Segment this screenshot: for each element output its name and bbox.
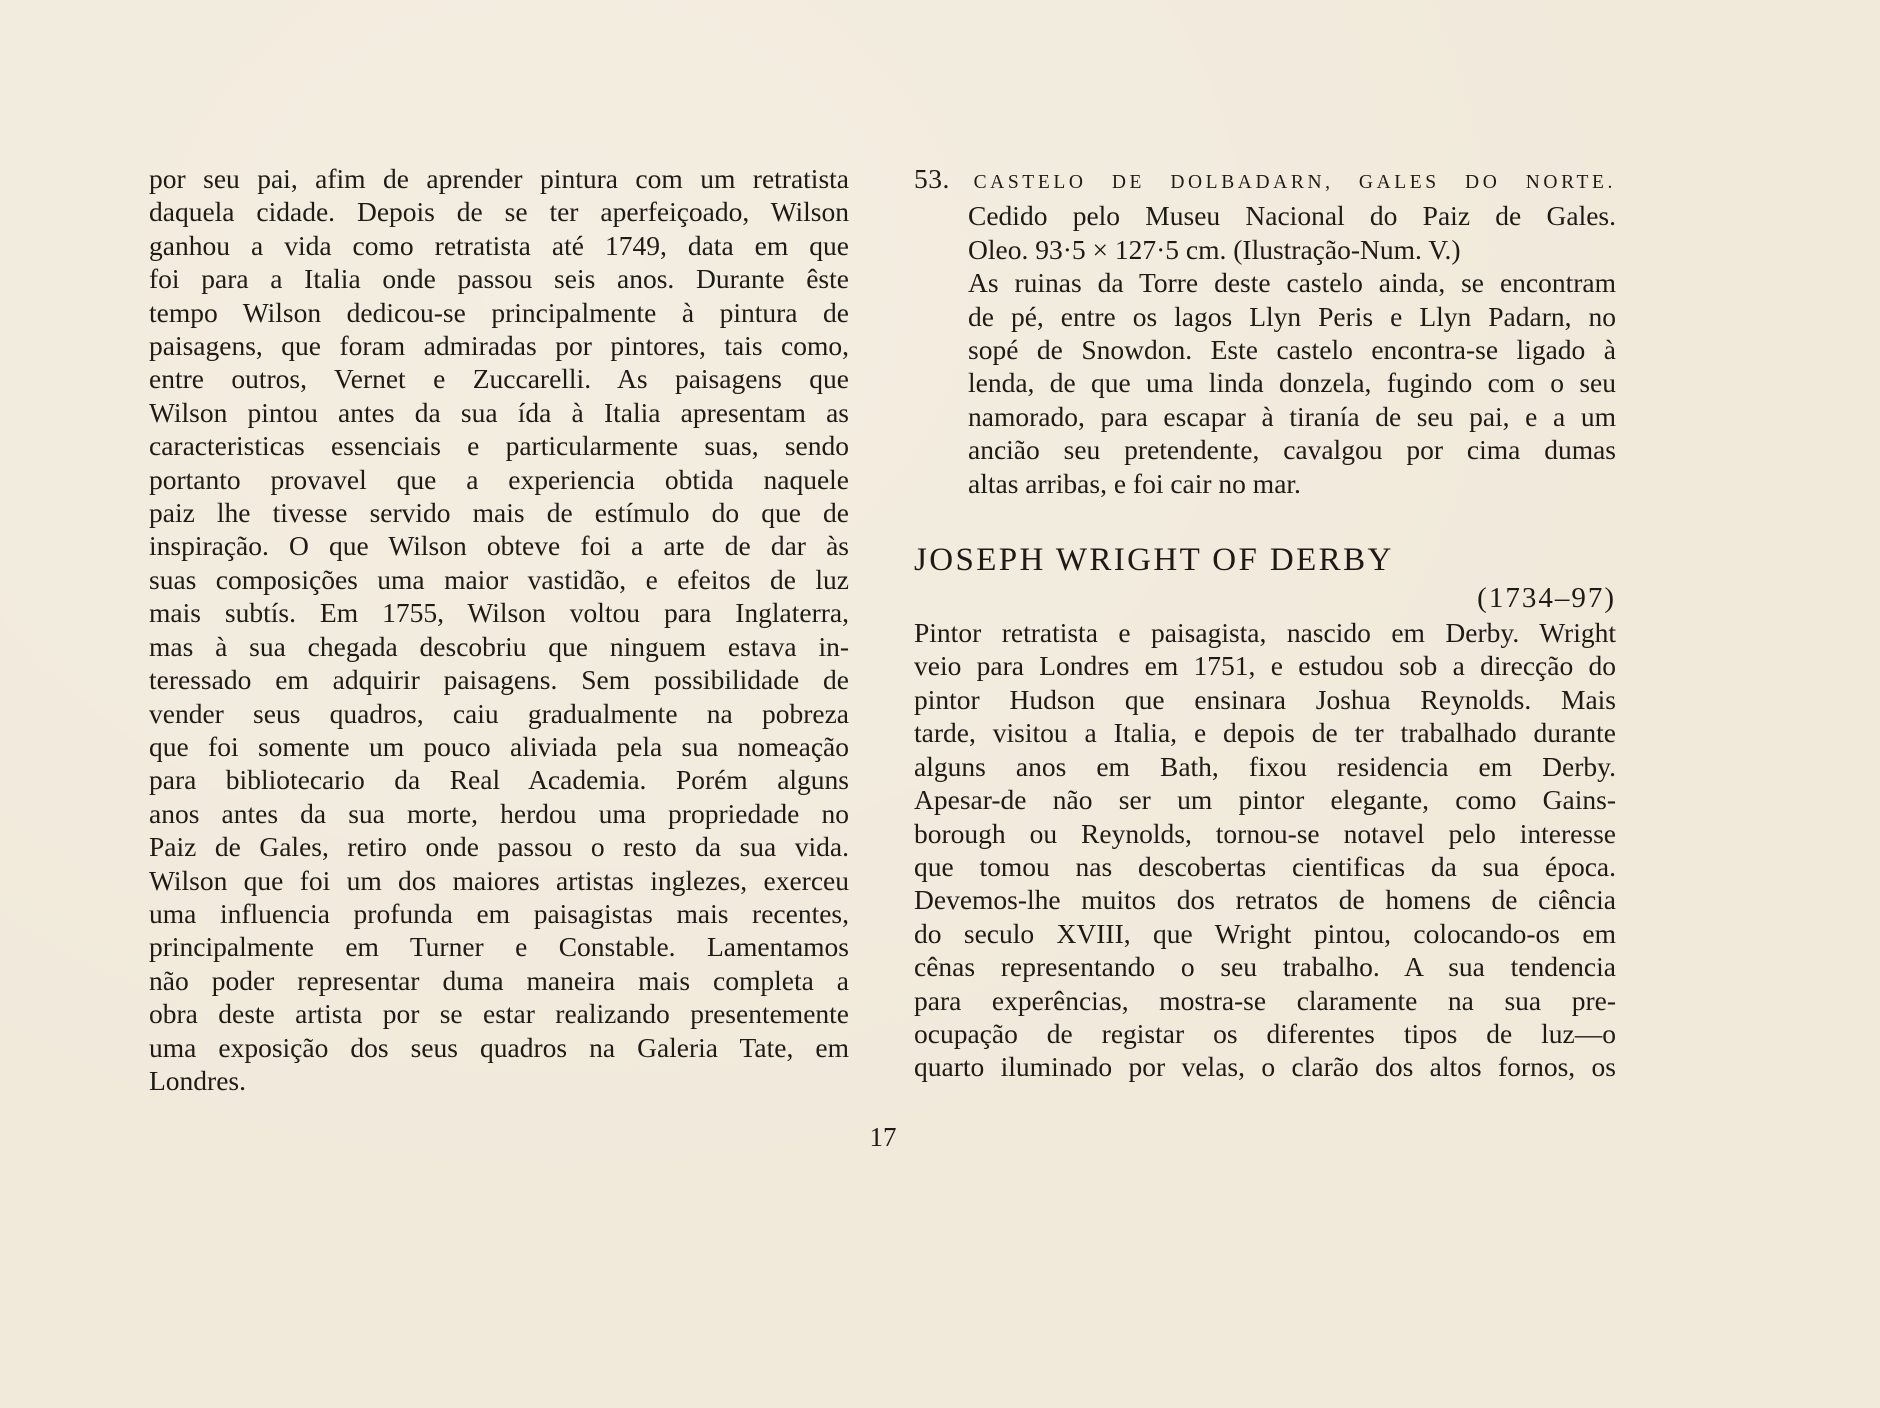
entry-line: Cedido pelo Museu Nacional do Paiz de Gales. xyxy=(968,200,1616,232)
entry-line: de pé, entre os lagos Llyn Peris e Llyn Padarn, no xyxy=(968,300,1616,332)
left-line: paisagens, que foram admiradas por pintores, tais como, xyxy=(149,330,849,362)
left-line: inspiração. O que Wilson obteve foi a arte de dar às xyxy=(149,530,849,562)
right-line: para experências, mostra-se claramente na sua pre- xyxy=(914,984,1616,1016)
catalogue-entry xyxy=(914,162,1616,500)
left-line: foi para a Italia onde passou seis anos. Durante êste xyxy=(149,263,849,295)
left-column xyxy=(149,162,849,1097)
left-line: mas à sua chegada descobriu que ninguem estava in- xyxy=(149,630,849,662)
left-line: Londres. xyxy=(149,1064,246,1096)
right-line: Apesar-de não ser um pintor elegante, como Gains- xyxy=(914,784,1616,816)
entry-line: sopé de Snowdon. Este castelo encontra-se ligado à xyxy=(968,334,1616,366)
left-line: uma influencia profunda em paisagistas mais recentes, xyxy=(149,897,849,929)
entry-line: Oleo. 93·5 × 127·5 cm. (Ilustração-Num. V.) xyxy=(968,233,1461,265)
right-column xyxy=(914,162,1616,1084)
right-line: veio para Londres em 1751, e estudou sob a direcção do xyxy=(914,650,1616,682)
right-line: borough ou Reynolds, tornou-se notavel pelo interesse xyxy=(914,817,1616,849)
left-line: ganhou a vida como retratista até 1749, data em que xyxy=(149,229,849,261)
left-line: Paiz de Gales, retiro onde passou o resto da sua vida. xyxy=(149,831,849,863)
left-line: anos antes da sua morte, herdou uma propriedade no xyxy=(149,797,849,829)
left-line: uma exposição dos seus quadros na Galeria Tate, em xyxy=(149,1031,849,1063)
left-line: paiz lhe tivesse servido mais de estímulo do que de xyxy=(149,497,849,529)
right-line: Devemos-lhe muitos dos retratos de homens de ciência xyxy=(914,884,1616,916)
page-number: 17 xyxy=(869,1122,897,1152)
left-line: Wilson que foi um dos maiores artistas inglezes, exerceu xyxy=(149,864,849,896)
entry-number: 53. xyxy=(914,163,950,194)
left-line: portanto provavel que a experiencia obtida naquele xyxy=(149,463,849,495)
right-line: quarto iluminado por velas, o clarão dos altos fornos, os xyxy=(914,1051,1616,1083)
left-line: caracteristicas essenciais e particularmente suas, sendo xyxy=(149,430,849,462)
left-line: vender seus quadros, caiu gradualmente na pobreza xyxy=(149,697,849,729)
right-line: Pintor retratista e paisagista, nascido em Derby. Wright xyxy=(914,617,1616,649)
entry-line: ancião seu pretendente, cavalgou por cima dumas xyxy=(968,434,1616,466)
left-line: para bibliotecario da Real Academia. Porém alguns xyxy=(149,764,849,796)
left-line: entre outros, Vernet e Zuccarelli. As paisagens que xyxy=(149,363,849,395)
left-line: tempo Wilson dedicou-se principalmente à pintura de xyxy=(149,296,849,328)
entry-line: altas arribas, e foi cair no mar. xyxy=(968,467,1301,499)
left-line: principalmente em Turner e Constable. Lamentamos xyxy=(149,931,849,963)
entry-line: namorado, para escapar à tiranía de seu pai, e a um xyxy=(968,400,1616,432)
left-line: teressado em adquirir paisagens. Sem possibilidade de xyxy=(149,664,849,696)
artist-biography xyxy=(914,616,1616,1084)
left-line: que foi somente um pouco aliviada pela sua nomeação xyxy=(149,730,849,762)
artist-heading: JOSEPH WRIGHT OF DERBY xyxy=(914,542,1394,579)
right-line: ocupação de registar os diferentes tipos de luz—o xyxy=(914,1017,1616,1049)
right-line: alguns anos em Bath, fixou residencia em Derby. xyxy=(914,750,1616,782)
left-line: mais subtís. Em 1755, Wilson voltou para Inglaterra, xyxy=(149,597,849,629)
entry-title: CASTELO DE DOLBADARN, GALES DO NORTE. xyxy=(973,172,1616,193)
right-line: que tomou nas descobertas cientificas da sua época. xyxy=(914,850,1616,882)
left-line: suas composições uma maior vastidão, e efeitos de luz xyxy=(149,563,849,595)
left-line: daquela cidade. Depois de se ter aperfeiçoado, Wilson xyxy=(149,196,849,228)
entry-line: As ruinas da Torre deste castelo ainda, se encontram xyxy=(968,267,1616,299)
right-line: pintor Hudson que ensinara Joshua Reynolds. Mais xyxy=(914,683,1616,715)
left-line: por seu pai, afim de aprender pintura com um retratista xyxy=(149,163,849,194)
left-line: não poder representar duma maneira mais completa a xyxy=(149,964,849,996)
right-line: cênas representando o seu trabalho. A sua tendencia xyxy=(914,951,1616,983)
left-line: obra deste artista por se estar realizando presentemente xyxy=(149,998,849,1030)
artist-dates: (1734–97) xyxy=(1477,582,1616,615)
catalogue-entry-heading xyxy=(914,162,1616,199)
left-line: Wilson pintou antes da sua ída à Italia apresentam as xyxy=(149,396,849,428)
right-line: do seculo XVIII, que Wright pintou, colocando-os em xyxy=(914,917,1616,949)
entry-line: lenda, de que uma linda donzela, fugindo com o seu xyxy=(968,367,1616,399)
right-line: tarde, visitou a Italia, e depois de ter trabalhado durante xyxy=(914,717,1616,749)
